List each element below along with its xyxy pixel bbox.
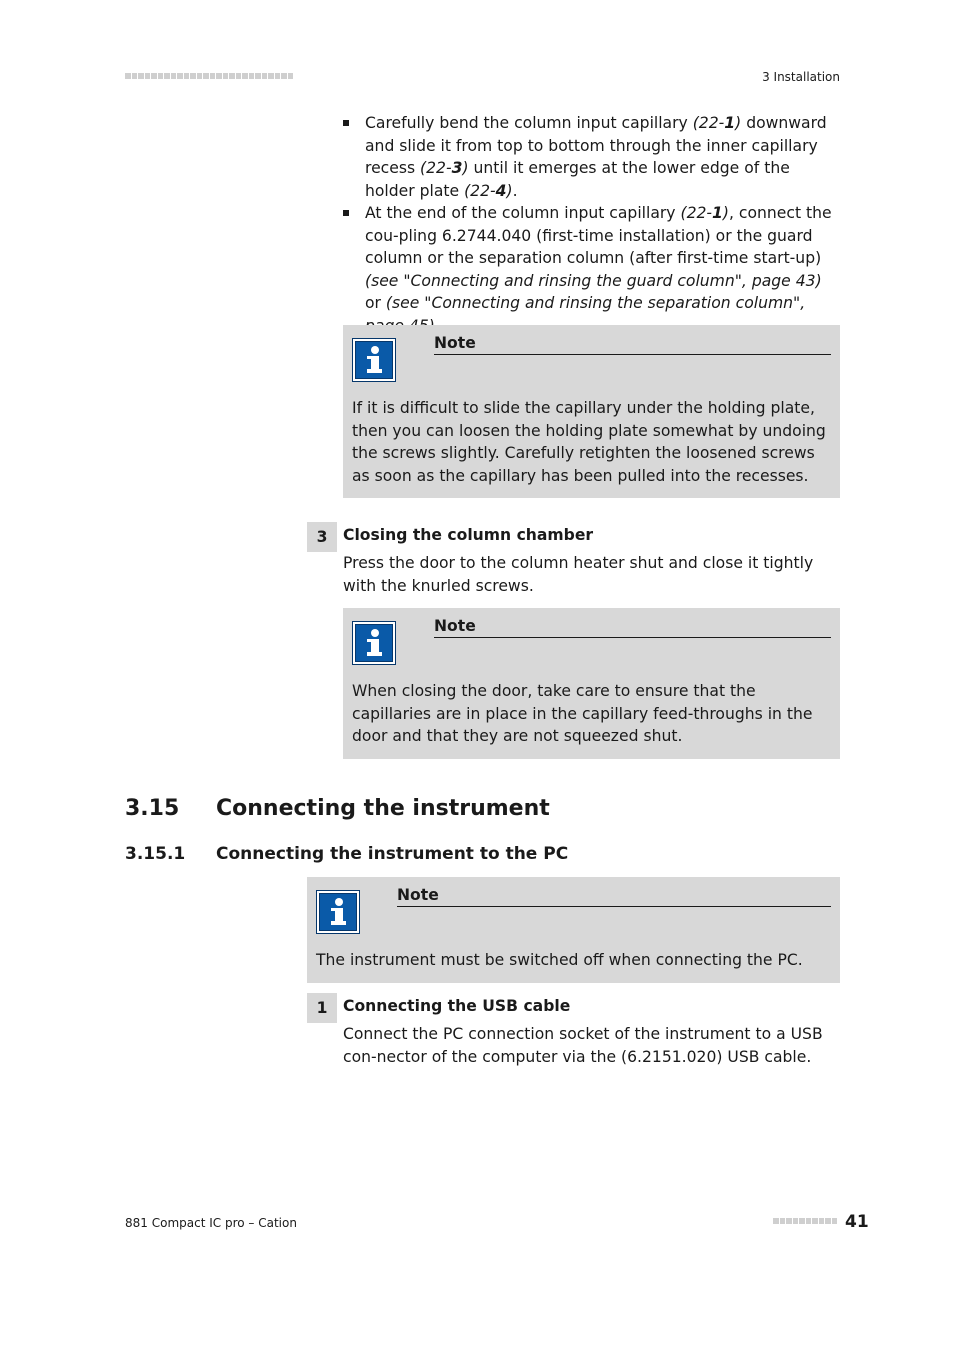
bullet-item xyxy=(365,112,835,202)
note-title: Note xyxy=(434,617,831,638)
note-box-3 xyxy=(307,877,840,983)
info-icon xyxy=(352,338,396,382)
step-title: Closing the column chamber xyxy=(343,526,594,544)
header-decoration xyxy=(125,73,293,79)
bullet-text-run: (22- xyxy=(420,159,452,177)
note-box-1 xyxy=(343,325,840,498)
note-title: Note xyxy=(397,886,831,907)
section-title: Connecting the instrument xyxy=(216,796,550,821)
bullet-text-run: ) xyxy=(506,181,513,200)
header-chapter: 3 Installation xyxy=(762,70,840,84)
info-icon xyxy=(352,621,396,665)
bullet-text-run: ) xyxy=(722,204,729,222)
note-box-2 xyxy=(343,608,840,759)
footer-decoration xyxy=(773,1218,837,1224)
bullet-marker-icon xyxy=(343,210,349,216)
note-text: When closing the door, take care to ensure that the capillaries are in place in the capillary feed-throughs in the door and that they are not squeezed shut. xyxy=(352,682,813,745)
bullet-text-run: (22- xyxy=(692,114,725,132)
step-title: Connecting the USB cable xyxy=(343,997,571,1015)
step-text: Connect the PC connection socket of the instrument to a USB con-nector of the computer via the (6.2151.020) USB cable. xyxy=(343,1025,823,1066)
bullet-list xyxy=(365,112,835,337)
section-number: 3.15 xyxy=(125,796,180,821)
bullet-text-run: or xyxy=(365,294,386,312)
bullet-marker-icon xyxy=(343,120,349,126)
bullet-text-run: At the end of the column input capillary xyxy=(365,204,681,222)
bullet-text-run: ) xyxy=(462,159,469,177)
note-text: If it is difficult to slide the capillary under the holding plate, then you can loosen the holding plate somewhat by undoing the screws slightly. Carefully retighten the loosened screws as soon as the capillary has been pulled into the recesses. xyxy=(352,399,826,485)
bullet-text-run: ) xyxy=(735,114,742,132)
bullet-text-run: 4 xyxy=(495,181,507,200)
bullet-text-run: (22- xyxy=(680,204,713,222)
bullet-text-run: 1 xyxy=(712,204,723,222)
bullet-text-run: until it emerges at the lower edge of the holder plate xyxy=(365,159,790,200)
page-number: 41 xyxy=(845,1212,869,1232)
bullet-text-run: downward and slide it from top to bottom through the inner capillary recess xyxy=(365,114,827,177)
bullet-text-run: 3 xyxy=(451,159,463,177)
note-title: Note xyxy=(434,334,831,355)
bullet-text-run: (22- xyxy=(464,181,496,200)
step-number: 1 xyxy=(307,993,337,1023)
step-number: 3 xyxy=(307,522,337,552)
step-text: Press the door to the column heater shut and close it tightly with the knurled screws. xyxy=(343,554,814,595)
info-icon xyxy=(316,890,360,934)
bullet-item xyxy=(365,202,835,337)
subsection-title: Connecting the instrument to the PC xyxy=(216,844,569,864)
bullet-text-run: , connect the cou-pling 6.2744.040 (first-time installation) or the guard column or the separation column (after first-time start-up) xyxy=(365,204,832,267)
bullet-text-run: . xyxy=(512,181,518,200)
bullet-text-run: Carefully bend the column input capillary xyxy=(365,114,693,132)
subsection-number: 3.15.1 xyxy=(125,844,186,864)
footer-product: 881 Compact IC pro – Cation xyxy=(125,1216,297,1230)
note-text: The instrument must be switched off when connecting the PC. xyxy=(316,951,803,969)
bullet-text-run: (see "Connecting and rinsing the separation column", xyxy=(385,294,806,312)
bullet-text-run: 1 xyxy=(724,114,736,132)
bullet-text-run: (see "Connecting and rinsing the guard column", page 43) xyxy=(365,271,822,290)
